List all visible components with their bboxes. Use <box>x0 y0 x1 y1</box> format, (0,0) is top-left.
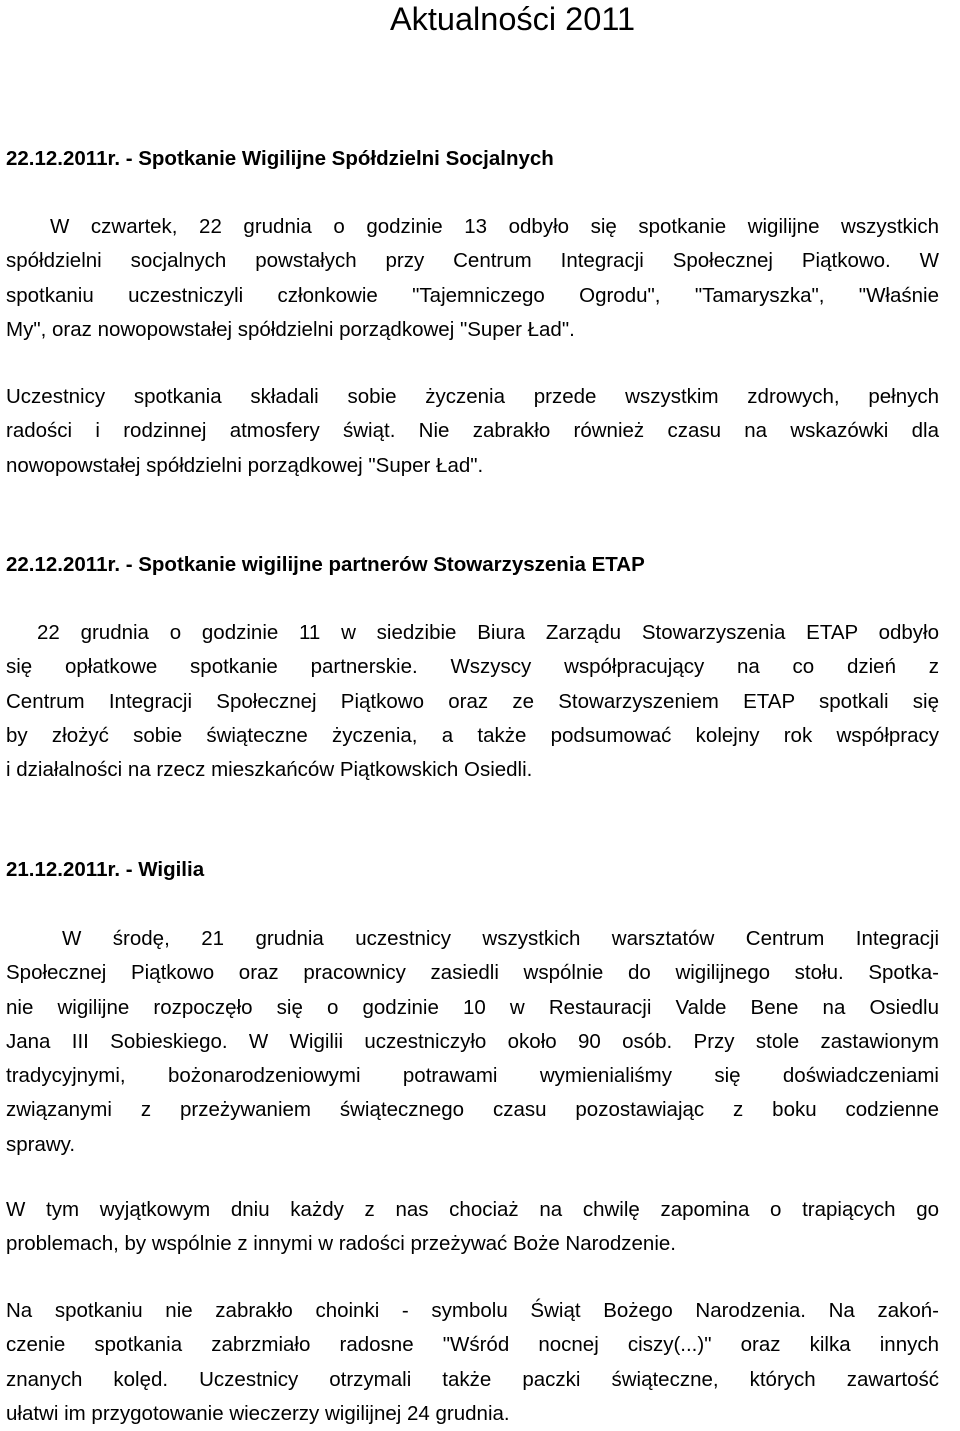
text-line: Na spotkaniu nie zabrakło choinki - symbolu Świąt Bożego Narodzenia. Na zakoń- <box>6 1299 939 1322</box>
text-line: Jana III Sobieskiego. W Wigilii uczestniczyło około 90 osób. Przy stole zastawionym <box>6 1029 939 1053</box>
text-line: 22 grudnia o godzinie 11 w siedzibie Biura Zarządu Stowarzyszenia ETAP odbyło <box>37 621 939 644</box>
text-line: spotkaniu uczestniczyli członkowie "Tajemniczego Ogrodu", "Tamaryszka", "Właśnie <box>6 283 939 307</box>
text-line: nie wigilijne rozpoczęło się o godzinie 10 w Restauracji Valde Bene na Osiedlu <box>6 995 939 1019</box>
text-line: ułatwi im przygotowanie wieczerzy wigilijnej 24 grudnia. <box>6 1401 510 1425</box>
text-line: W środę, 21 grudnia uczestnicy wszystkich warsztatów Centrum Integracji <box>62 927 939 950</box>
text-line: Społecznej Piątkowo oraz pracownicy zasiedli wspólnie do wigilijnego stołu. Spotka- <box>6 961 939 985</box>
paragraph <box>6 1294 939 1431</box>
text-line: W tym wyjątkowym dniu każdy z nas chociaż na chwilę zapomina o trapiących go <box>6 1198 939 1221</box>
section-heading: 21.12.2011r. - Wigilia <box>6 858 205 881</box>
text-line: spółdzielni socjalnych powstałych przy Centrum Integracji Społecznej Piątkowo. W <box>6 249 939 273</box>
text-line: sprawy. <box>6 1132 76 1156</box>
text-line: Centrum Integracji Społecznej Piątkowo oraz ze Stowarzyszeniem ETAP spotkali się <box>6 689 939 713</box>
text-line: się opłatkowe spotkanie partnerskie. Wszyscy współpracujący na co dzień z <box>6 655 939 679</box>
text-line: znanych kolęd. Uczestnicy otrzymali także paczki świąteczne, których zawartość <box>6 1367 939 1391</box>
paragraph <box>6 616 939 787</box>
page-title: Aktualności 2011 <box>389 1 636 37</box>
text-line: by złożyć sobie świąteczne życzenia, a także podsumować kolejny rok współpracy <box>6 723 939 747</box>
text-line: radości i rodzinnej atmosfery świąt. Nie zabrakło również czasu na wskazówki dla <box>6 419 939 443</box>
paragraph <box>6 922 939 1162</box>
text-line: czenie spotkania zabrzmiało radosne "Wśród nocnej ciszy(...)" oraz kilka innych <box>6 1333 939 1357</box>
paragraph <box>6 1193 939 1262</box>
paragraph <box>6 210 939 347</box>
text-line: związanymi z przeżywaniem świątecznego czasu pozostawiając z boku codzienne <box>6 1098 939 1122</box>
text-line: My", oraz nowopowstałej spółdzielni porządkowej "Super Ład". <box>6 317 575 341</box>
paragraph <box>6 380 939 483</box>
section-heading: 22.12.2011r. - Spotkanie wigilijne partnerów Stowarzyszenia ETAP <box>6 553 645 576</box>
section-heading: 22.12.2011r. - Spotkanie Wigilijne Spółdzielni Socjalnych <box>6 147 554 170</box>
text-line: problemach, by wspólnie z innymi w radości przeżywać Boże Narodzenie. <box>6 1232 676 1256</box>
text-line: i działalności na rzecz mieszkańców Piątkowskich Osiedli. <box>6 758 533 781</box>
text-line: Uczestnicy spotkania składali sobie życzenia przede wszystkim zdrowych, pełnych <box>6 385 939 408</box>
text-line: W czwartek, 22 grudnia o godzinie 13 odbyło się spotkanie wigilijne wszystkich <box>50 215 939 238</box>
text-line: nowopowstałej spółdzielni porządkowej "Super Ład". <box>6 453 484 477</box>
text-line: tradycyjnymi, bożonarodzeniowymi potrawami wymienialiśmy się doświadczeniami <box>6 1064 939 1087</box>
